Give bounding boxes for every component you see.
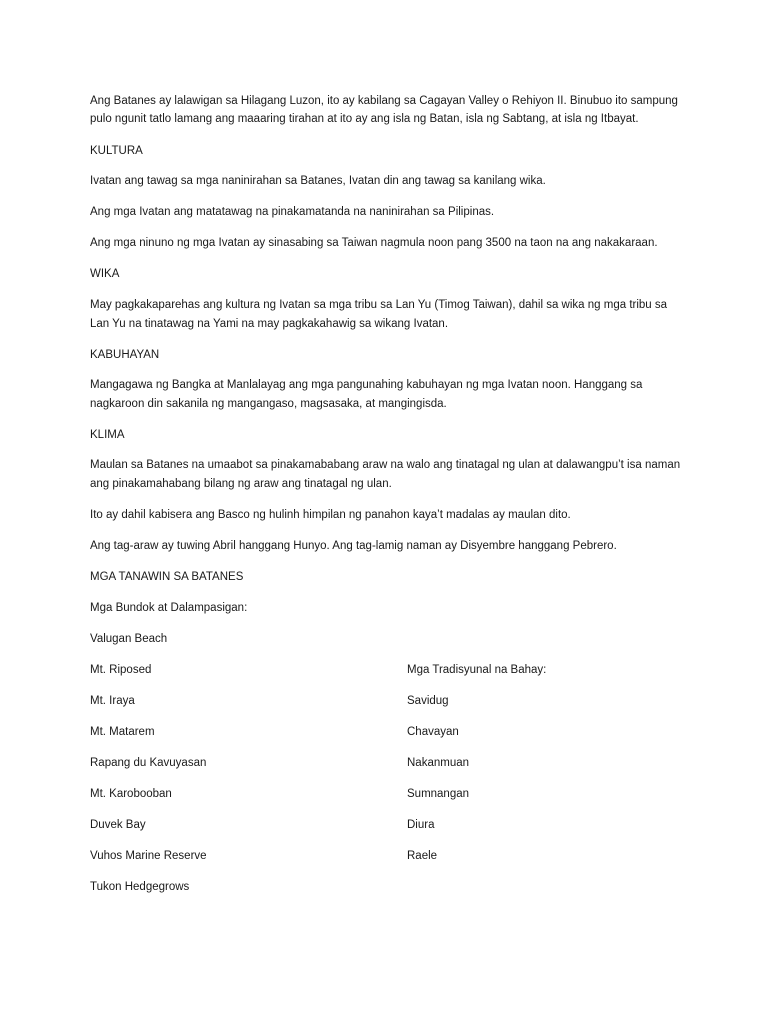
list-item-bundok: Mt. Karobooban xyxy=(90,788,172,800)
list-item-bundok: Rapang du Kavuyasan xyxy=(90,757,207,769)
list-item-bahay: Raele xyxy=(407,850,438,862)
klima-paragraph-2: Ang tag-araw ay tuwing Abril hanggang Hunyo. Ang tag-lamig naman ay Disyembre hanggang Pebrero. xyxy=(90,540,617,552)
list-item-bundok: Mt. Riposed xyxy=(90,664,152,676)
tanawin-subheading: Mga Bundok at Dalampasigan: xyxy=(90,602,248,614)
heading-kultura: KULTURA xyxy=(90,145,143,157)
wika-line-1: May pagkakaparehas ang kultura ng Ivatan sa mga tribu sa Lan Yu (Timog Taiwan), dahil sa wika ng mga tribu sa xyxy=(90,299,668,311)
kabuhayan-line-2: nagkaroon din sakanila ng mangangaso, magsasaka, at mangingisda. xyxy=(90,398,447,410)
list-item-bahay: Diura xyxy=(407,819,435,831)
list-item-bahay: Nakanmuan xyxy=(407,757,470,769)
kultura-paragraph-3: Ang mga ninuno ng mga Ivatan ay sinasabing sa Taiwan nagmula noon pang 3500 na taon na ang nakakaraan. xyxy=(90,237,658,249)
list-item-bundok: Mt. Iraya xyxy=(90,695,135,707)
heading-tanawin: MGA TANAWIN SA BATANES xyxy=(90,571,244,583)
list-item-bundok: Vuhos Marine Reserve xyxy=(90,850,207,862)
list-item-bundok: Duvek Bay xyxy=(90,819,146,831)
klima-line-1: Maulan sa Batanes na umaabot sa pinakamababang araw na walo ang tinatagal ng ulan at dalawangpu’t isa naman xyxy=(90,459,681,471)
heading-wika: WIKA xyxy=(90,268,120,280)
list-item-bahay: Sumnangan xyxy=(407,788,470,800)
kabuhayan-line-1: Mangagawa ng Bangka at Manlalayag ang mga pangunahing kabuhayan ng mga Ivatan noon. Hanggang sa xyxy=(90,379,643,391)
heading-klima: KLIMA xyxy=(90,429,125,441)
klima-line-2: ang pinakamahabang bilang ng araw ang tinatagal ng ulan. xyxy=(90,478,392,490)
intro-line-1: Ang Batanes ay lalawigan sa Hilagang Luzon, ito ay kabilang sa Cagayan Valley o Rehiyon II. Binubuo ito sampung xyxy=(90,95,678,107)
list-item-bundok: Mt. Matarem xyxy=(90,726,155,738)
kultura-paragraph-2: Ang mga Ivatan ang matatawag na pinakamatanda na naninirahan sa Pilipinas. xyxy=(90,206,495,218)
list-item-bundok: Tukon Hedgegrows xyxy=(90,881,190,893)
list-item-bahay: Savidug xyxy=(407,695,449,707)
list-item-bahay: Chavayan xyxy=(407,726,459,738)
klima-paragraph-1: Ito ay dahil kabisera ang Basco ng hulinh himpilan ng panahon kaya’t madalas ay maulan dito. xyxy=(90,509,571,521)
intro-line-2: pulo ngunit tatlo lamang ang maaaring tirahan at ito ay ang isla ng Batan, isla ng Sabtang, at isla ng Itbayat. xyxy=(90,113,639,125)
heading-kabuhayan: KABUHAYAN xyxy=(90,349,160,361)
wika-line-2: Lan Yu na tinatawag na Yami na may pagkakahawig sa wikang Ivatan. xyxy=(90,318,449,330)
kultura-paragraph-1: Ivatan ang tawag sa mga naninirahan sa Batanes, Ivatan din ang tawag sa kanilang wika. xyxy=(90,175,546,187)
list-item-bundok: Valugan Beach xyxy=(90,633,168,645)
bahay-heading: Mga Tradisyunal na Bahay: xyxy=(407,664,547,676)
